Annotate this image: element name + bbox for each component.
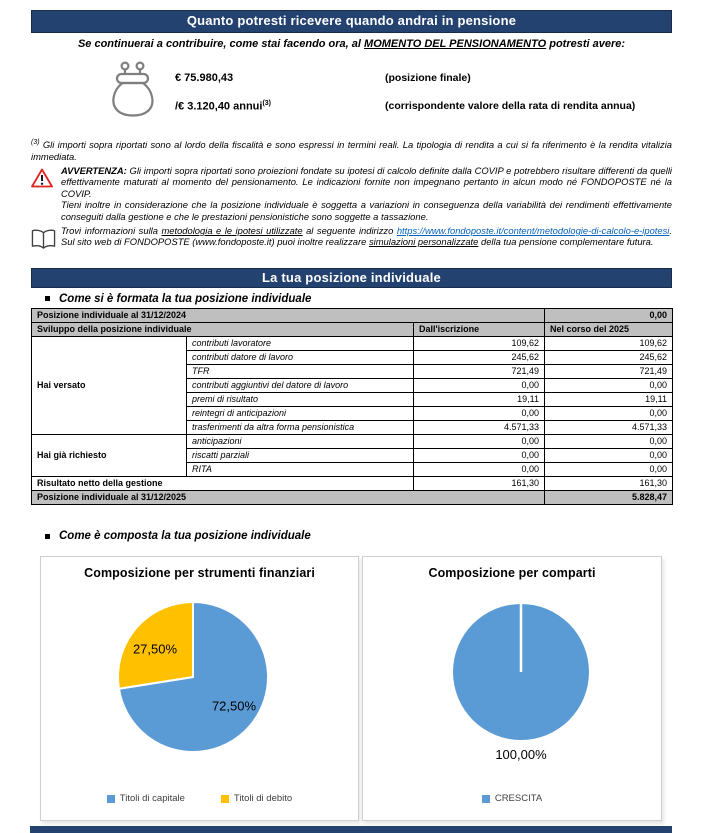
- info-block: [31, 225, 672, 255]
- intro-pre: Se continuerai a contribuire, come stai facendo ora, al: [77, 38, 365, 50]
- group-label: Hai versato: [32, 336, 187, 434]
- group-label: Hai già richiesto: [32, 434, 187, 476]
- net-result-label: Risultato netto della gestione: [32, 476, 414, 490]
- bullet-square-icon: [45, 534, 50, 539]
- legend-item: [221, 793, 292, 804]
- position-2024-label: Posizione individuale al 31/12/2024: [32, 308, 545, 322]
- row-value: 721,49: [414, 364, 545, 378]
- row-item-label: TFR: [187, 364, 414, 378]
- position-table-groups: [32, 336, 673, 476]
- book-icon: [31, 225, 61, 255]
- row-value: 0,00: [545, 434, 673, 448]
- info-paragraph: Trovi informazioni sulla metodologia e le ipotesi utilizzate al seguente indirizzo https://www.fondoposte.it/content/metodologie-di-calcolo-e-ipotesi. Sul sito web di FONDOPOSTE (www.fondoposte.it) puoi inoltre realizzare simulazioni personalizzate della tua pensione complementare futura.: [61, 224, 672, 248]
- row-item-label: riscatti parziali: [187, 448, 414, 462]
- chart2-legend: [363, 793, 661, 804]
- final-position-amount: € 75.980,43: [175, 72, 234, 84]
- row-value: 0,00: [545, 406, 673, 420]
- row-value: 721,49: [545, 364, 673, 378]
- legend-label: Titoli di capitale: [119, 793, 185, 804]
- row-value: 4.571,33: [414, 420, 545, 434]
- row-value: 0,00: [545, 462, 673, 476]
- net-result-v2: 161,30: [545, 476, 673, 490]
- bullet-square-icon: [45, 296, 50, 301]
- intro-post: potresti avere:: [546, 38, 626, 50]
- bullet-formation-title: Come si è formata la tua posizione individuale: [59, 292, 312, 305]
- footnote-3-marker: (3): [31, 139, 40, 146]
- pie1-label-debito: 27,50%: [132, 641, 178, 657]
- position-2024-value: 0,00: [545, 308, 673, 322]
- section-banner-pension: Quanto potresti ricevere quando andrai in pensione: [31, 10, 672, 33]
- legend-label: CRESCITA: [494, 793, 543, 804]
- warning-paragraph: [61, 165, 672, 199]
- row-value: 0,00: [545, 378, 673, 392]
- row-value: 0,00: [414, 434, 545, 448]
- position-table: [31, 308, 673, 505]
- row-item-label: reintegri di anticipazioni: [187, 406, 414, 420]
- row-value: 19,11: [545, 392, 673, 406]
- annual-annuity-amount: /€ 3.120,40 annui$^{(3)}$: [175, 100, 271, 113]
- chart1-legend: [41, 793, 358, 804]
- row-value: 0,00: [545, 448, 673, 462]
- legend-item: [107, 793, 185, 804]
- row-value: 0,00: [414, 448, 545, 462]
- legend-swatch-icon: [482, 795, 490, 803]
- chart1-title: Composizione per strumenti finanziari: [84, 566, 315, 580]
- table-row-2025: [32, 490, 673, 504]
- table-row-net-result: [32, 476, 673, 490]
- row-item-label: premi di risultato: [187, 392, 414, 406]
- footnote-3: [31, 137, 672, 162]
- next-section-banner-cutoff: [30, 826, 672, 833]
- projection-block: [0, 58, 703, 134]
- warning-triangle-icon: [31, 165, 61, 193]
- legend-swatch-icon: [221, 795, 229, 803]
- pie-compartments: [446, 597, 596, 774]
- pie1-label-capitale: 72,50%: [211, 698, 257, 714]
- position-2025-value: 5.828,47: [545, 490, 673, 504]
- col-header-development: Sviluppo della posizione individuale: [32, 322, 414, 336]
- warning-text-1: Gli importi sopra riportati sono proiezioni fondate su ipotesi di calcolo definite dalla COVIP e potrebbero risultare differenti da quelli effettivamente maturati al momento del pensionamento. Le indicazioni fornite non impegnano pertanto in alcun modo né FONDOPOSTE né la COVIP.: [61, 164, 672, 199]
- intro-line: [20, 38, 683, 50]
- chart-compartments: [362, 556, 662, 821]
- row-item-label: contributi lavoratore: [187, 336, 414, 350]
- simulations-link[interactable]: simulazioni personalizzate: [368, 236, 479, 248]
- net-result-v1: 161,30: [414, 476, 545, 490]
- chart2-title: Composizione per comparti: [428, 566, 596, 580]
- section-banner-position: La tua posizione individuale: [31, 268, 672, 288]
- chart-financial-instruments: [40, 556, 359, 821]
- warning-block: [31, 165, 672, 222]
- annual-annuity-label: (corrispondente valore della rata di rendita annua): [385, 100, 636, 112]
- row-item-label: contributi datore di lavoro: [187, 350, 414, 364]
- row-value: 245,62: [414, 350, 545, 364]
- row-value: 19,11: [414, 392, 545, 406]
- pie-financial-instruments: [113, 597, 273, 762]
- row-item-label: anticipazioni: [187, 434, 414, 448]
- col-header-during-2025: Nel corso del 2025: [545, 322, 673, 336]
- warning-label: AVVERTENZA:: [61, 164, 127, 176]
- intro-emphasis: MOMENTO DEL PENSIONAMENTO: [364, 38, 547, 50]
- methodology-url-link[interactable]: https://www.fondoposte.it/content/metodologie-di-calcolo-e-ipotesi: [396, 224, 670, 236]
- row-item-label: contributi aggiuntivi del datore di lavoro: [187, 378, 414, 392]
- row-item-label: RITA: [187, 462, 414, 476]
- row-value: 109,62: [545, 336, 673, 350]
- legend-swatch-icon: [107, 795, 115, 803]
- table-row: [32, 336, 673, 350]
- warning-text-2: Tieni inoltre in considerazione che la posizione individuale è soggetta a variazioni in conseguenza della variabilità dei rendimenti effettivamente conseguiti dalla gestione e che le prestazioni pensionistiche sono soggette a tassazione.: [61, 199, 672, 222]
- row-item-label: trasferimenti da altra forma pensionistica: [187, 420, 414, 434]
- position-2025-label: Posizione individuale al 31/12/2025: [32, 490, 545, 504]
- final-position-label: (posizione finale): [385, 72, 471, 84]
- row-value: 0,00: [414, 406, 545, 420]
- footnote-3-text: Gli importi sopra riportati sono al lordo della fiscalità e sono espressi in termini reali. La tipologia di rendita a cui si fa riferimento è la rendita vitalizia immediata.: [31, 139, 672, 162]
- bullet-composition-title: Come è composta la tua posizione individuale: [59, 530, 311, 542]
- legend-item: [482, 793, 542, 804]
- methodology-link[interactable]: metodologia e le ipotesi utilizzate: [161, 224, 303, 236]
- row-value: 109,62: [414, 336, 545, 350]
- row-value: 245,62: [545, 350, 673, 364]
- purse-icon: [108, 60, 158, 123]
- row-value: 0,00: [414, 378, 545, 392]
- bullet-composition: [45, 530, 311, 542]
- table-row-2024: [32, 308, 673, 322]
- bullet-formation: [45, 293, 703, 305]
- table-header-row: [32, 322, 673, 336]
- charts-row: [0, 556, 703, 822]
- pie2-label-crescita: 100,00%: [495, 747, 547, 762]
- col-header-since-enrollment: Dall'iscrizione: [414, 322, 545, 336]
- row-value: 4.571,33: [545, 420, 673, 434]
- row-value: 0,00: [414, 462, 545, 476]
- legend-label: Titoli di debito: [233, 793, 293, 804]
- table-row: [32, 434, 673, 448]
